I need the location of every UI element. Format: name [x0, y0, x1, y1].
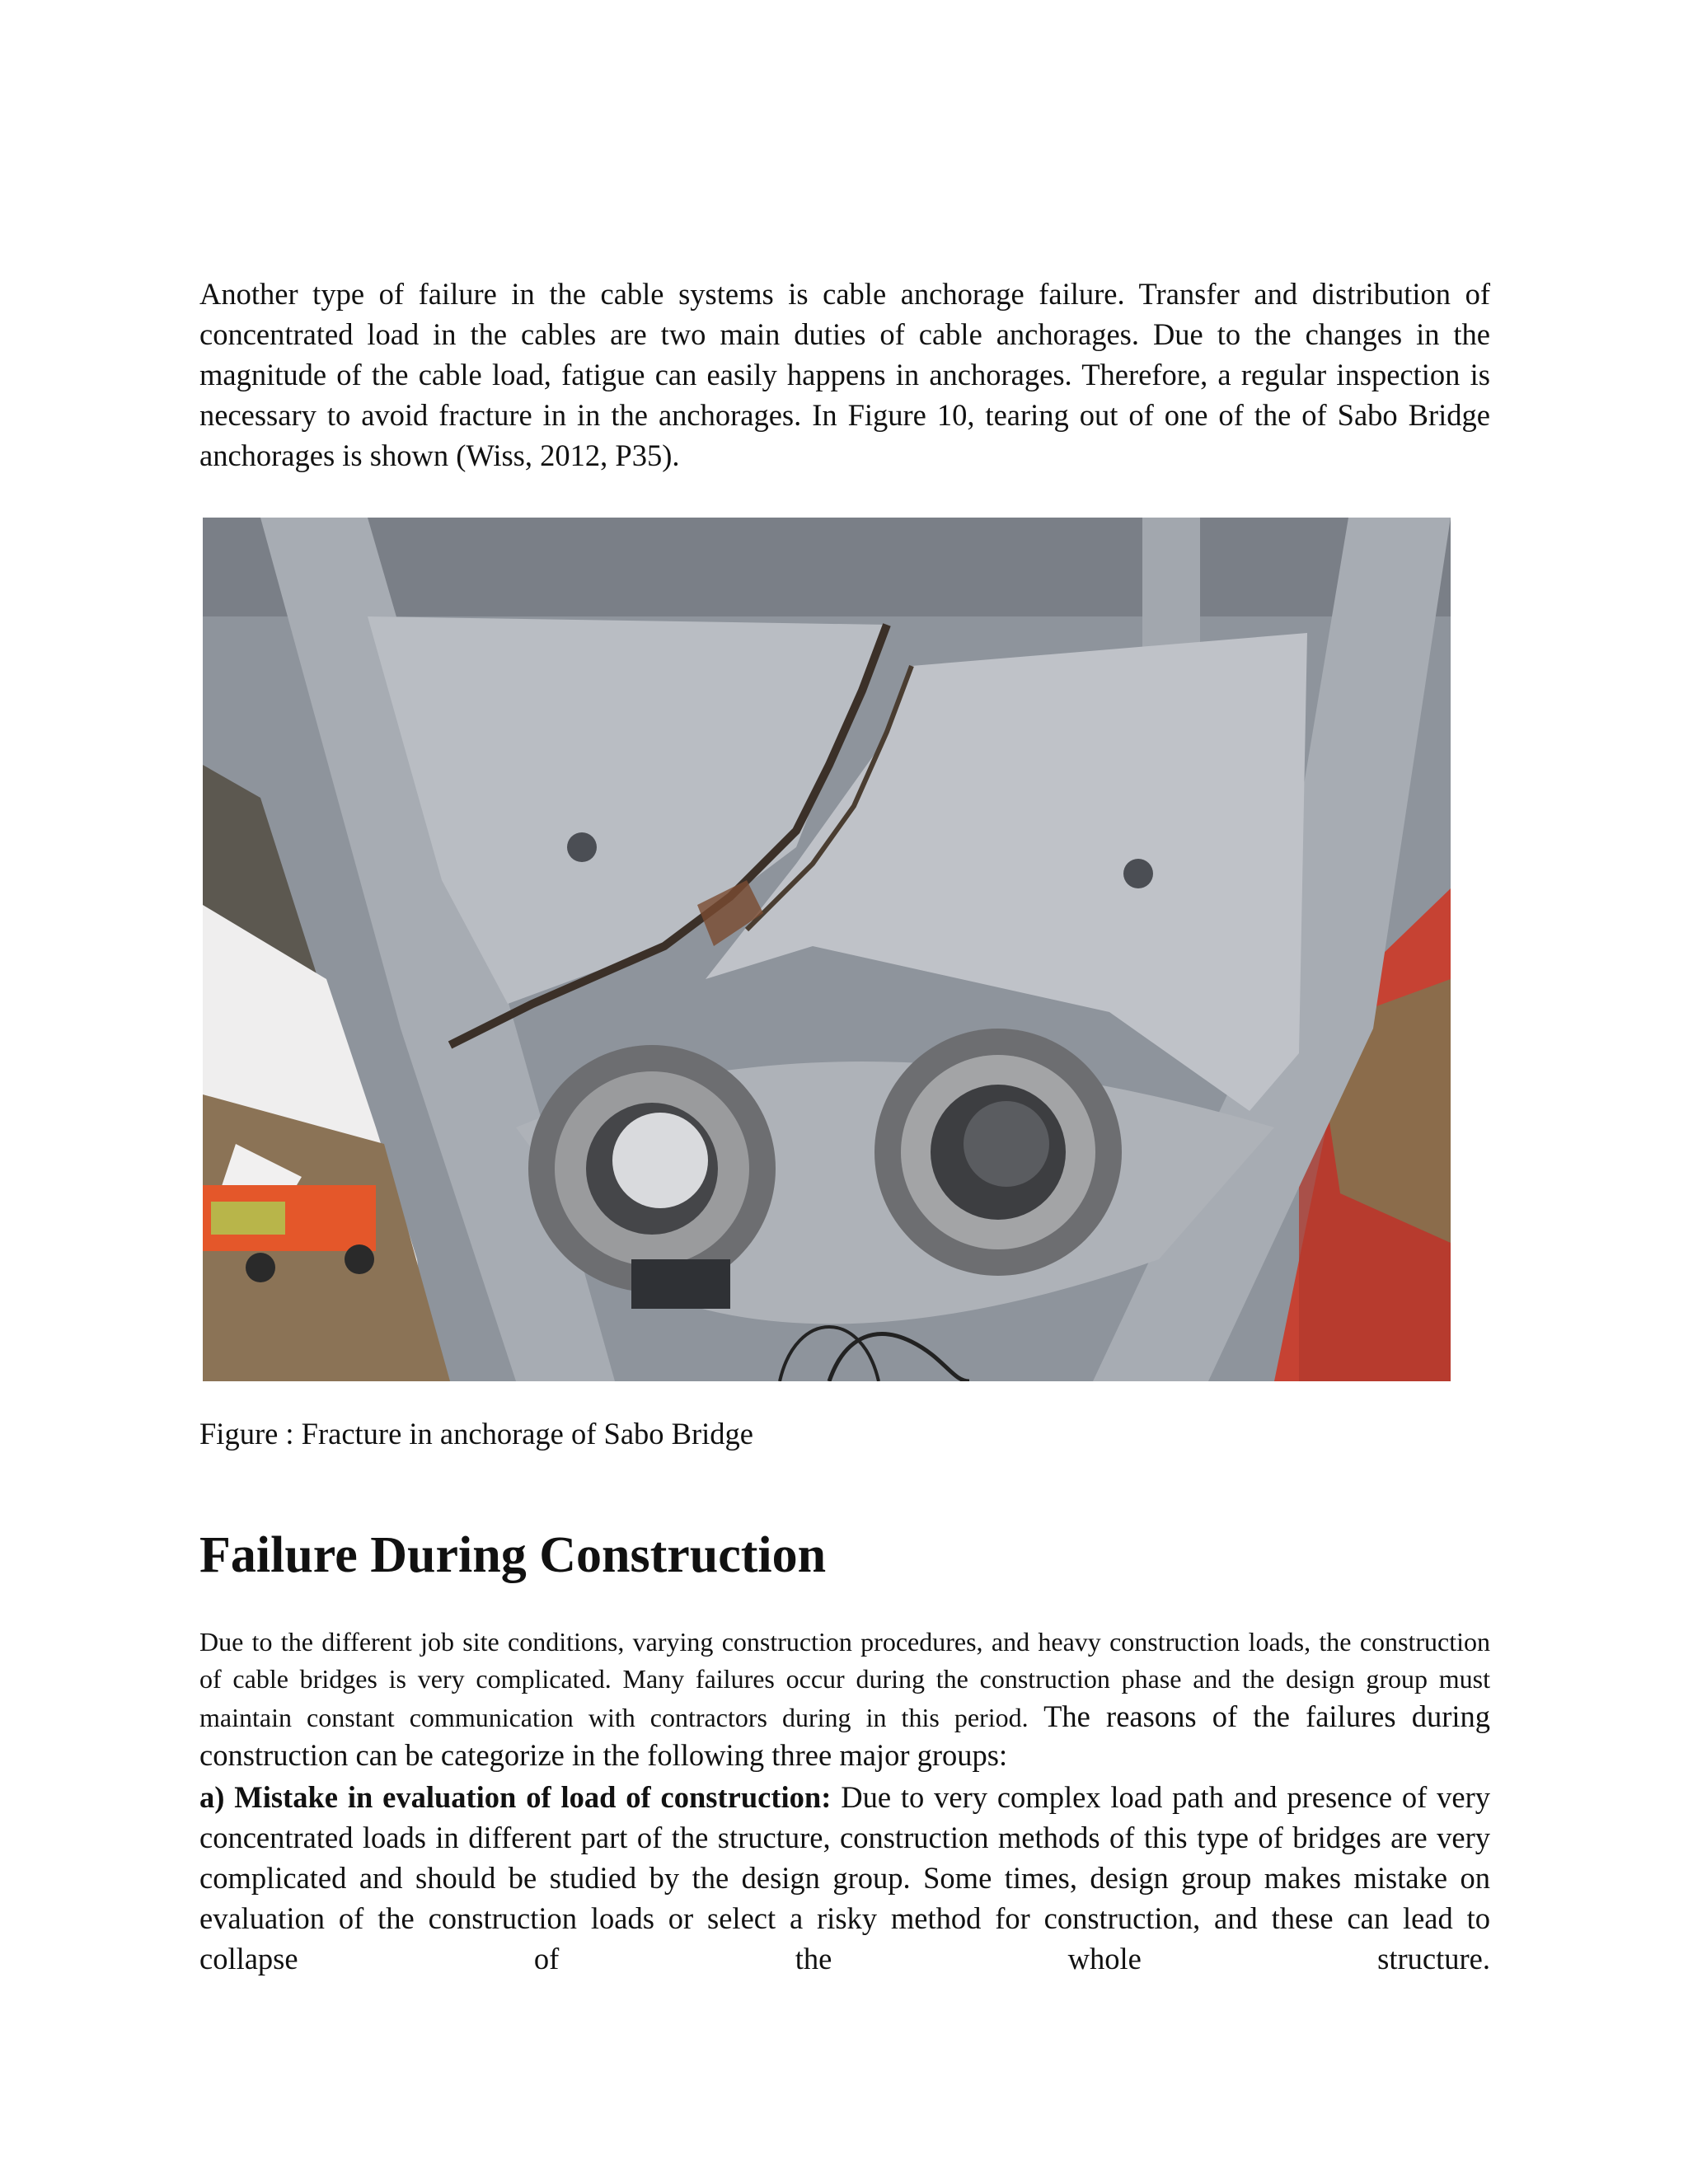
- intro-paragraph: Another type of failure in the cable systems is cable anchorage failure. Transfer and distribution of concentrated load in the cables are two main duties of cable anchorages. Due to the changes in the magnitude of the cable load, fatigue can easily happens in anchorages. Therefore, a regular inspection is necessary to avoid fracture in in the anchorages. In Figure 10, tearing out of one of the of Sabo Bridge anchorages is shown (Wiss, 2012, P35).: [199, 277, 1490, 472]
- section-paragraph-large: The reasons of the failures during construction can be categorize in the following three major groups:: [199, 1699, 1490, 1772]
- figure-caption: Figure : Fracture in anchorage of Sabo Bridge: [199, 1417, 754, 1451]
- section-heading: Failure During Construction: [199, 1527, 827, 1583]
- item-a-text: Due to very complex load path and presence of very concentrated loads in different part of the structure, construction methods of this type of bridges are very complicated and should be studied by the design group. Some times, design group makes mistake on evaluation of the construction loads or select a risky method for construction, and these can lead to collapse of the whole structure.: [199, 1780, 1490, 1975]
- section-paragraph: [199, 1624, 1490, 1775]
- anchorage-fracture-photo: [203, 518, 1451, 1381]
- item-a-paragraph: [199, 1777, 1490, 1979]
- item-a-label: a) Mistake in evaluation of load of construction:: [199, 1780, 832, 1814]
- section-paragraph-small: Due to the different job site conditions, varying construction procedures, and heavy construction loads, the construction of cable bridges is very complicated. Many failures occur during the construction phase and the design group must maintain constant communication with contractors during in this period.: [199, 1627, 1490, 1732]
